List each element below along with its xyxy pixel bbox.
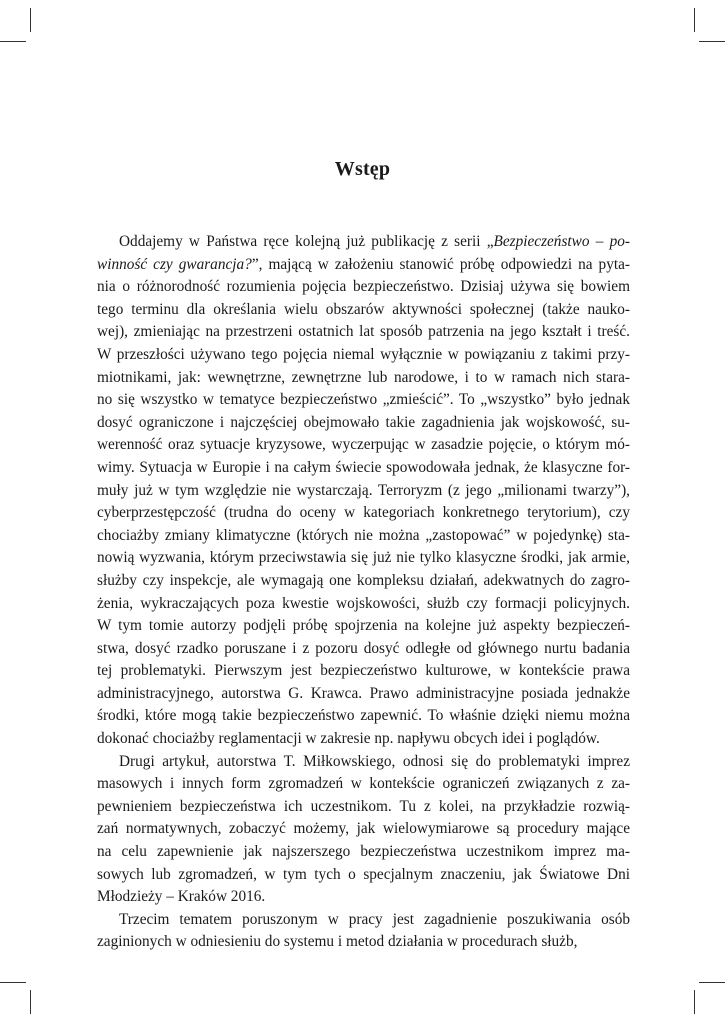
crop-mark-top-left-vertical bbox=[30, 8, 31, 32]
text-line: stwa, dosyć rzadko poruszane i z pozoru dosyć odległe od głównego nurtu badania bbox=[97, 639, 630, 657]
text-line: tej problematyki. Pierwszym jest bezpieczeństwo kulturowe, w kontekście prawa bbox=[97, 662, 630, 680]
crop-mark-bottom-right-vertical bbox=[694, 990, 695, 1014]
text-line: Oddajemy w Państwa ręce kolejną już publikację z serii „Bezpieczeństwo – po- bbox=[119, 233, 630, 250]
text-line: werenność oraz sytuacje kryzysowe, wyczerpując w zasadzie pojęcie, o którym mó- bbox=[97, 436, 630, 454]
text-line: W przeszłości używano tego pojęcia niemal wyłącznie w powiązaniu z takimi przy- bbox=[97, 345, 630, 363]
crop-mark-bottom-right-horizontal bbox=[699, 982, 725, 983]
text-line: pewnieniem bezpieczeństwa ich uczestnikom. Tu z kolei, na przykładzie rozwią- bbox=[97, 797, 630, 815]
text-line: winność czy gwarancja?”, mającą w założeniu stanowić próbę odpowiedzi na pyta- bbox=[97, 255, 630, 273]
paragraph bbox=[97, 751, 630, 909]
text-line: cyberprzestępczość (trudna do oceny w kategoriach konkretnego terytorium), czy bbox=[97, 504, 630, 522]
text-line: środki, które mogą takie bezpieczeństwo zapewnić. To właśnie dzięki niemu można bbox=[97, 707, 630, 725]
text-line: zań normatywnych, zobaczyć możemy, jak wielowymiarowe są procedury mające bbox=[97, 820, 630, 838]
text-line: zaginionych w odniesieniu do systemu i metod działania w procedurach służb, bbox=[97, 933, 578, 951]
text-line: dokonać chociażby reglamentacji w zakresie np. napływu obcych idei i poglądów. bbox=[97, 730, 600, 748]
text-line: Młodzieży – Kraków 2016. bbox=[97, 888, 266, 906]
text-line: sowych lub zgromadzeń, w tym tych o specjalnym znaczeniu, jak Światowe Dni bbox=[97, 865, 630, 883]
crop-mark-top-right-vertical bbox=[694, 8, 695, 32]
crop-mark-top-left-horizontal bbox=[0, 41, 26, 42]
crop-mark-bottom-left-vertical bbox=[30, 990, 31, 1014]
paragraph bbox=[97, 909, 630, 954]
text-line: Trzecim tematem poruszonym w pracy jest zagadnienie poszukiwania osób bbox=[119, 910, 630, 928]
text-line: chociażby zmiany klimatyczne (których nie można „zastopować” w pojedynkę) sta- bbox=[97, 526, 630, 544]
text-line: nowią wyzwania, którym przeciwstawia się już nie tylko klasyczne środki, jak armie, bbox=[97, 549, 630, 567]
text-line: masowych i innych form zgromadzeń w kontekście ograniczeń związanych z za- bbox=[97, 775, 630, 793]
text-line: nia o różnorodność rozumienia pojęcia bezpieczeństwo. Dzisiaj używa się bowiem bbox=[97, 278, 630, 296]
text-line: dosyć ograniczone i najczęściej obejmowało takie zagadnienia jak wojskowość, su- bbox=[97, 413, 630, 431]
text-line: żenia, wykraczających poza kwestie wojskowości, służb czy formacji policyjnych. bbox=[97, 594, 630, 612]
text-line: no się wszystko w tematyce bezpieczeństwo „zmieścić”. To „wszystko” było jednak bbox=[97, 391, 630, 409]
text-line: służby czy inspekcje, ale wymagają one kompleksu działań, adekwatnych do zagro- bbox=[97, 571, 630, 589]
page-title: Wstęp bbox=[334, 158, 391, 180]
text-line: tego terminu dla określania wielu obszarów aktywności społecznej (także nauko- bbox=[97, 300, 630, 318]
body-text bbox=[97, 231, 630, 954]
text-line: na celu zapewnienie jak najszerszego bezpieczeństwa uczestnikom imprez ma- bbox=[97, 843, 630, 861]
text-line: Drugi artykuł, autorstwa T. Miłkowskiego, odnosi się do problematyki imprez bbox=[119, 752, 630, 770]
text-line: muły już w tym względzie nie wystarczają. Terroryzm (z jego „milionami twarzy”), bbox=[97, 481, 630, 499]
text-line: wej), zmieniając na przestrzeni ostatnich lat sposób patrzenia na jego kształt i treść. bbox=[97, 323, 630, 341]
paragraph bbox=[97, 231, 630, 751]
text-line: wimy. Sytuacja w Europie i na całym świecie spowodowała jednak, że klasyczne for- bbox=[97, 458, 630, 476]
text-line: W tym tomie autorzy podjęli próbę spojrzenia na kolejne już aspekty bezpieczeń- bbox=[97, 617, 630, 635]
paragraph bbox=[97, 231, 630, 954]
text-line: administracyjnego, autorstwa G. Krawca. Prawo administracyjne posiada jednakże bbox=[97, 684, 630, 702]
crop-mark-bottom-left-horizontal bbox=[0, 982, 26, 983]
crop-mark-top-right-horizontal bbox=[699, 41, 725, 42]
text-line: miotnikami, jak: wewnętrzne, zewnętrzne lub narodowe, i to w ramach nich stara- bbox=[97, 368, 630, 386]
